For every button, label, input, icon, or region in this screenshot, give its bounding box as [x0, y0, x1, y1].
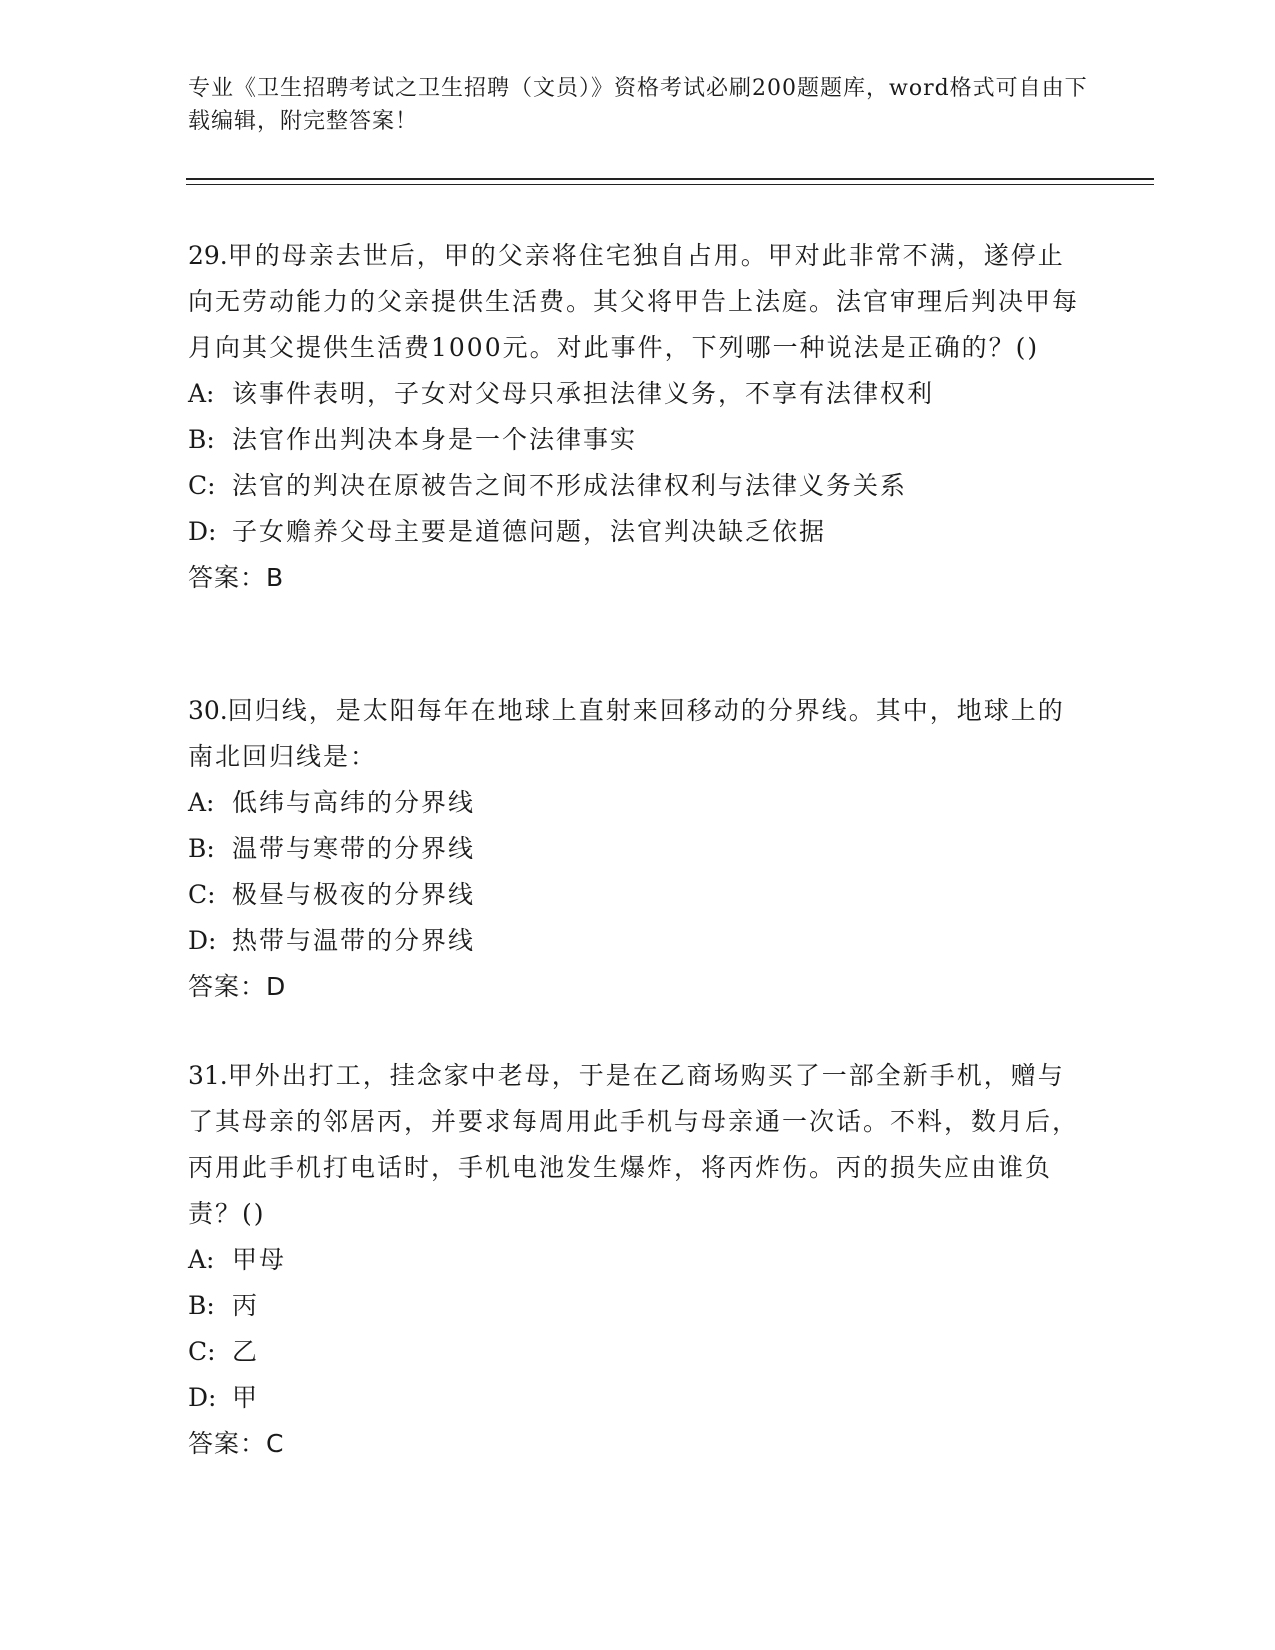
option-b	[188, 417, 1088, 463]
option-c	[188, 1329, 1088, 1375]
answer-label: 答案：D	[188, 972, 287, 1001]
option-d	[188, 1375, 1088, 1421]
question-30	[188, 688, 1088, 1010]
question-number: 31.	[188, 1061, 228, 1090]
question-stem	[188, 233, 1088, 371]
option-text: 低纬与高纬的分界线	[232, 788, 476, 817]
question-number: 29.	[188, 241, 228, 270]
option-text: 法官的判决在原被告之间不形成法律权利与法律义务关系	[232, 471, 908, 500]
option-text: 子女赡养父母主要是道德问题，法官判决缺乏依据	[232, 517, 827, 546]
question-text: 甲的母亲去世后，甲的父亲将住宅独自占用。甲对此非常不满，遂停止向无劳动能力的父亲提供生活费。其父将甲告上法庭。法官审理后判决甲每月向其父提供生活费1000元。对此事件，下列哪一种说法是正确的？()	[188, 241, 1080, 362]
option-d	[188, 918, 1088, 964]
question-stem	[188, 1053, 1088, 1237]
option-text: 丙	[232, 1291, 260, 1320]
option-text: 乙	[232, 1337, 260, 1366]
option-letter: B:	[188, 1291, 215, 1320]
option-letter: C:	[188, 1337, 216, 1366]
page-header: 专业《卫生招聘考试之卫生招聘（文员）》资格考试必刷200题题库，word格式可自由下载编辑，附完整答案！	[188, 76, 1088, 134]
option-letter: D:	[188, 1383, 217, 1412]
option-b	[188, 1283, 1088, 1329]
answer-label: 答案：B	[188, 563, 285, 592]
answer-label: 答案：C	[188, 1429, 285, 1458]
option-text: 温带与寒带的分界线	[232, 834, 476, 863]
option-a	[188, 371, 1088, 417]
option-a	[188, 780, 1088, 826]
option-letter: D:	[188, 926, 217, 955]
question-text: 回归线，是太阳每年在地球上直射来回移动的分界线。其中，地球上的南北回归线是：	[188, 696, 1065, 771]
option-text: 甲母	[232, 1245, 287, 1274]
option-b	[188, 826, 1088, 872]
question-29	[188, 233, 1088, 601]
option-letter: A:	[188, 1245, 215, 1274]
question-number: 30.	[188, 696, 228, 725]
question-31	[188, 1053, 1088, 1467]
option-letter: B:	[188, 834, 215, 863]
header-divider-thin	[186, 184, 1154, 185]
option-letter: C:	[188, 880, 216, 909]
option-c	[188, 872, 1088, 918]
option-text: 热带与温带的分界线	[232, 926, 476, 955]
option-text: 法官作出判决本身是一个法律事实	[232, 425, 638, 454]
option-text: 甲	[232, 1383, 260, 1412]
option-letter: C:	[188, 471, 216, 500]
option-letter: B:	[188, 425, 215, 454]
question-stem	[188, 688, 1088, 780]
option-letter: D:	[188, 517, 217, 546]
option-d	[188, 509, 1088, 555]
option-text: 极昼与极夜的分界线	[232, 880, 476, 909]
option-a	[188, 1237, 1088, 1283]
header-divider	[186, 178, 1154, 180]
question-text: 甲外出打工，挂念家中老母，于是在乙商场购买了一部全新手机，赠与了其母亲的邻居丙，并要求每周用此手机与母亲通一次话。不料，数月后，丙用此手机打电话时，手机电池发生爆炸，将丙炸伤。丙的损失应由谁负责？()	[188, 1061, 1080, 1228]
option-c	[188, 463, 1088, 509]
option-letter: A:	[188, 788, 215, 817]
option-letter: A:	[188, 379, 215, 408]
option-text: 该事件表明，子女对父母只承担法律义务，不享有法律权利	[232, 379, 935, 408]
